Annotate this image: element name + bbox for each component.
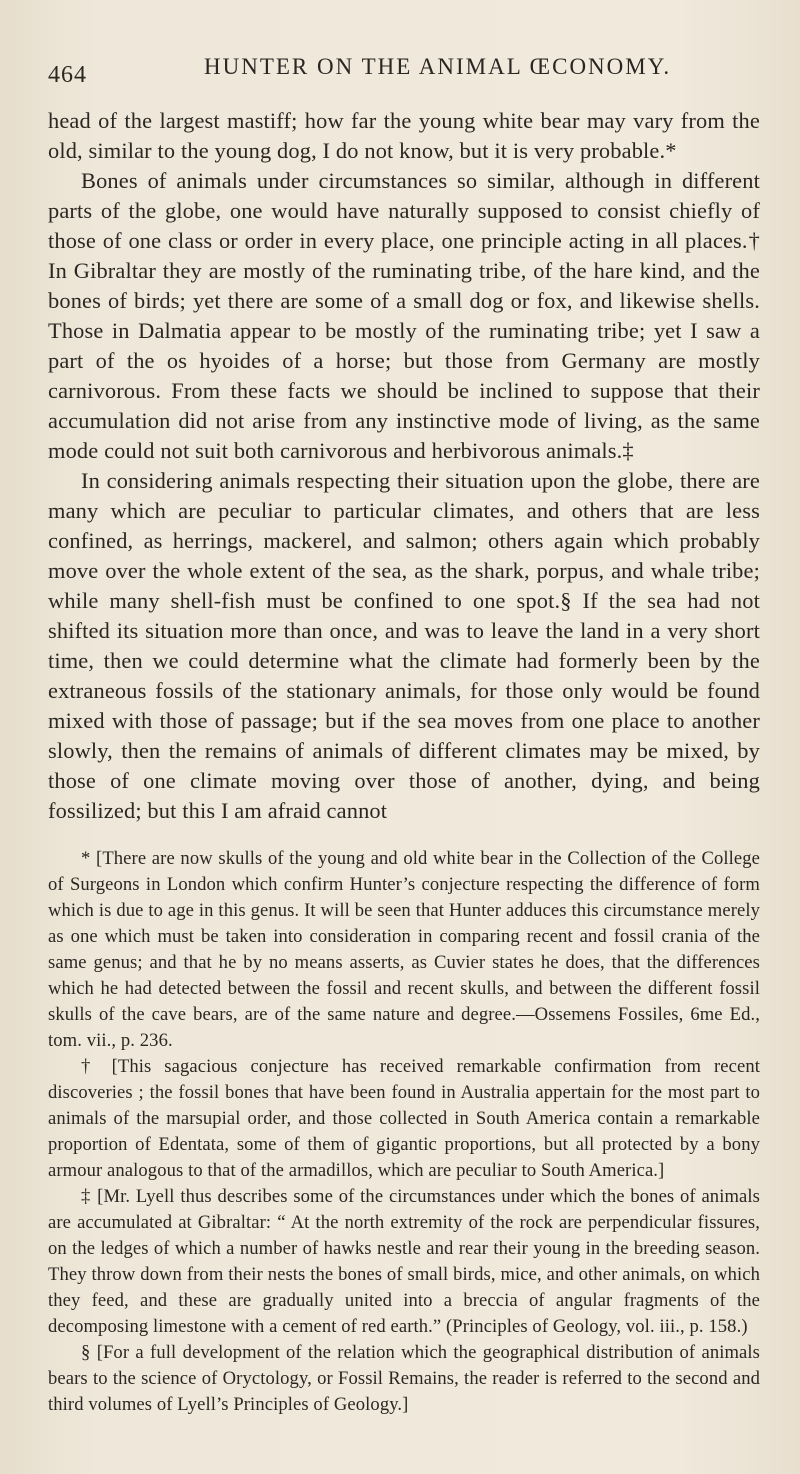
footnote-asterisk: * [There are now skulls of the young and old white bear in the Collection of the College of Surgeons in London which confirm Hunter’s conjecture respecting the difference of form which is due to age in this genus. It will be seen that Hunter adduces this circumstance merely as one which must be taken into consideration in comparing recent and fossil crania of the same genus; and that he by no means asserts, as Cuvier states he does, that the differences which he had detected between the fossil and recent skulls, and between the different fossil skulls of the cave bears, are of the same nature and degree.—Ossemens Fossiles, 6me Ed., tom. vii., p. 236. [48,848,760,1051]
page-number: 464 [48,62,87,88]
main-text [48,106,760,826]
footnotes [48,846,760,1418]
running-head [48,50,760,90]
footnote-dagger: † [This sagacious conjecture has received remarkable confirmation from recent discoveries ; the fossil bones that have been found in Australia appertain for the most part to animals of the marsupial order, and those collected in South America contain a remarkable proportion of Edentata, some of them of gigantic proportions, but all protected by a bony armour analogous to that of the armadillos, which are peculiar to South America.] [48,1056,760,1181]
paragraph-continued: head of the largest mastiff; how far the young white bear may vary from the old, similar to the young dog, I do not know, but it is very probable.* [48,108,760,163]
paragraph-bones-of-animals: Bones of animals under circumstances so similar, although in different parts of the globe, one would have naturally supposed to consist chiefly of those of one class or order in every place, one principle acting in all places.† In Gibraltar they are mostly of the ruminating tribe, of the hare kind, and the bones of birds; yet there are some of a small dog or fox, and likewise shells. Those in Dalmatia appear to be mostly of the ruminating tribe; yet I saw a part of the os hyoides of a horse; but those from Germany are mostly carnivorous. From these facts we should be inclined to suppose that their accumulation did not arise from any instinctive mode of living, as the same mode could not suit both carnivorous and herbivorous animals.‡ [48,168,760,463]
running-title: HUNTER ON THE ANIMAL ŒCONOMY. [204,54,672,79]
paragraph-considering-animals: In considering animals respecting their situation upon the globe, there are many which are peculiar to particular climates, and others that are less confined, as herrings, mackerel, and salmon; others again which probably move over the whole extent of the sea, as the shark, porpus, and whale tribe; while many shell-fish must be confined to one spot.§ If the sea had not shifted its situation more than once, and was to leave the land in a very short time, then we could determine what the climate had formerly been by the extraneous fossils of the stationary animals, for those only would be found mixed with those of passage; but if the sea moves from one place to another slowly, then the remains of animals of different climates may be mixed, by those of one climate moving over those of another, dying, and being fossilized; but this I am afraid cannot [48,468,760,823]
footnote-double-dagger: ‡ [Mr. Lyell thus describes some of the circumstances under which the bones of animals are accumulated at Gibraltar: “ At the north extremity of the rock are perpendicular fissures, on the ledges of which a number of hawks nestle and rear their young in the breeding season. They throw down from their nests the bones of small birds, mice, and other animals, on which they feed, and these are gradually united into a breccia of angular fragments of the decomposing limestone with a cement of red earth.” (Principles of Geology, vol. iii., p. 158.) [48,1186,760,1337]
footnote-section: § [For a full development of the relation which the geographical distribution of animals bears to the science of Oryctology, or Fossil Remains, the reader is referred to the second and third volumes of Lyell’s Principles of Geology.] [48,1342,760,1415]
